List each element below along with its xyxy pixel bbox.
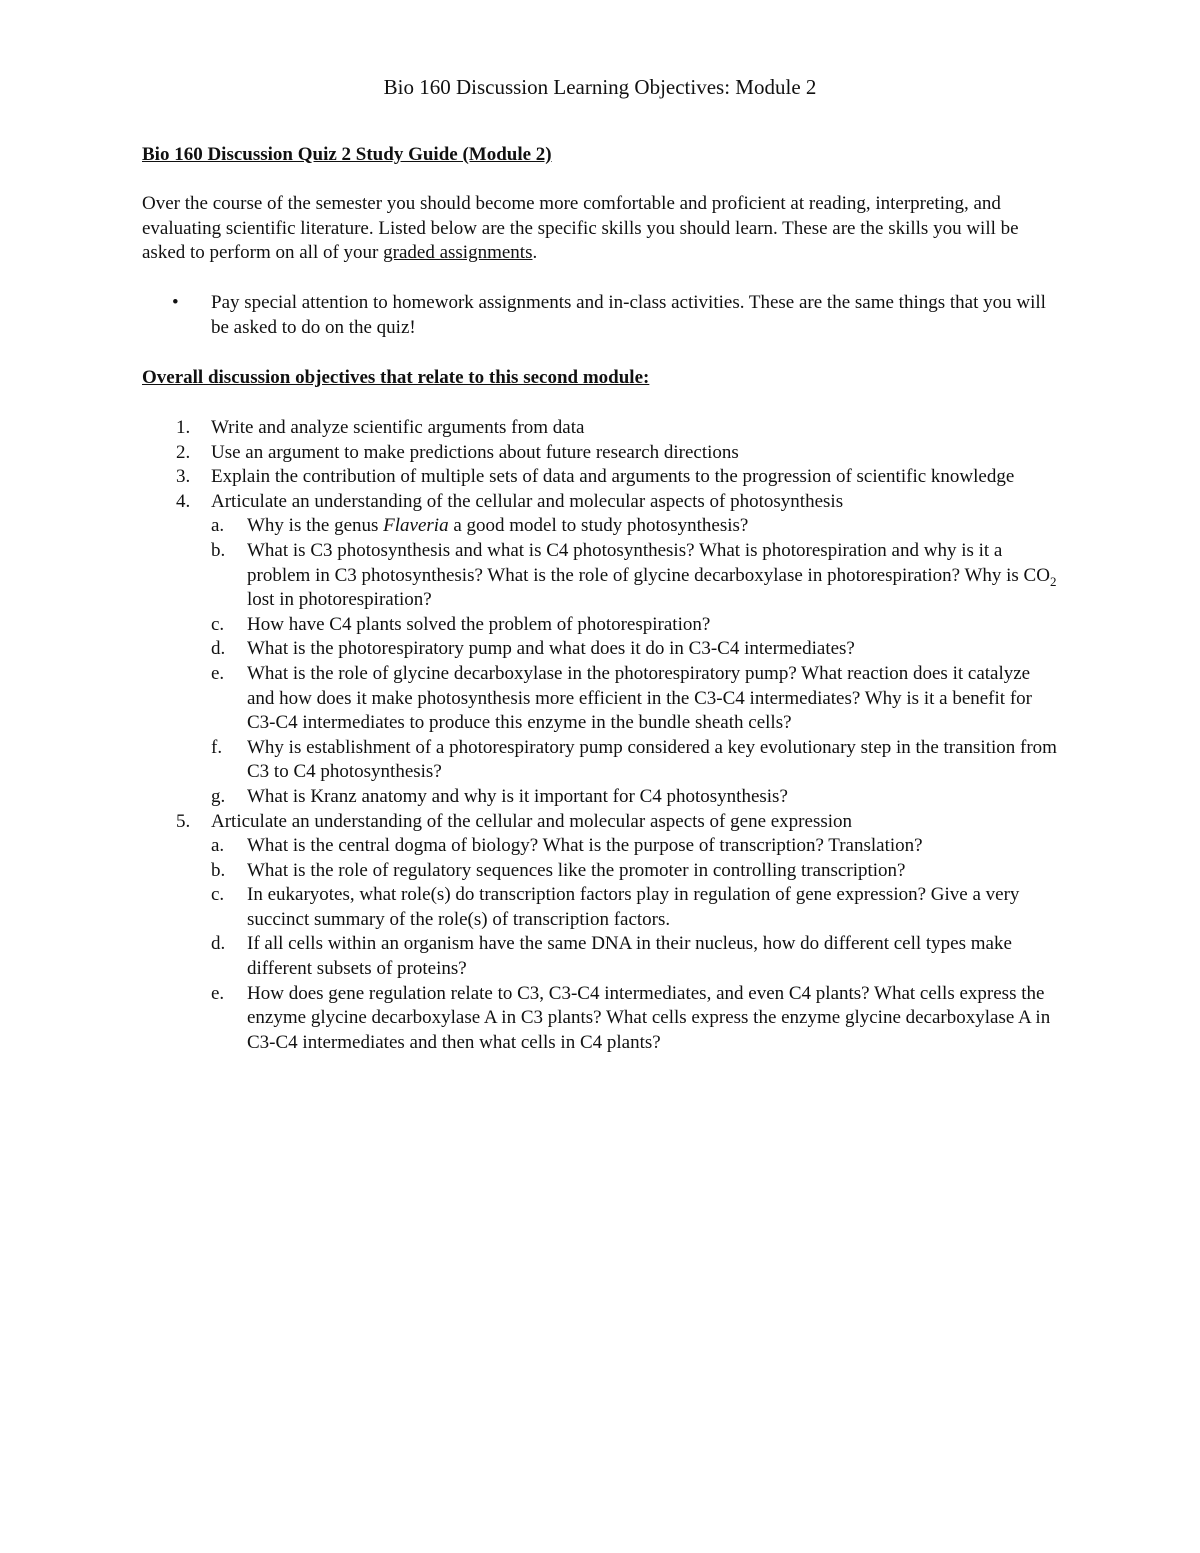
objective-item <box>142 490 1062 515</box>
objective-number: 5. <box>176 810 191 832</box>
objective-item <box>142 441 1062 466</box>
intro-text: Over the course of the semester you should become more comfortable and proficient at reading, interpreting, and evaluating scientific literature. Listed below are the specific skills you should learn. These are the skills you will be asked to perform on all of your <box>142 193 1019 264</box>
objective-number: 2. <box>176 441 191 463</box>
sub-question-letter: g. <box>211 785 226 807</box>
objective-item <box>142 810 1062 835</box>
objective-number: 1. <box>176 417 191 438</box>
sub-question-letter: e. <box>211 982 225 1004</box>
sub-question-letter: e. <box>211 662 225 684</box>
sub-question-letter: d. <box>211 933 226 955</box>
sub-question-text: Why is establishment of a photorespiratory pump considered a key evolutionary step in the transition from C3 to C4 photosynthesis? <box>247 736 1057 783</box>
objective-text: Write and analyze scientific arguments from data <box>211 417 585 438</box>
subscript-2: 2 <box>1049 573 1057 589</box>
sub-question <box>142 736 1062 785</box>
bullet-item <box>142 291 1062 340</box>
sub-question-letter: a. <box>211 515 225 537</box>
objective-item <box>142 416 1062 441</box>
sub-question-text: What is Kranz anatomy and why is it important for C4 photosynthesis? <box>247 785 788 807</box>
sub-question-text: What is the role of glycine decarboxylase in the photorespiratory pump? What reaction does it catalyze and how does it make photosynthesis more efficient in the C3-C4 intermediates? Why is it a benefit for C3-C4 intermediates to produce this enzyme in the bundle sheath cells? <box>247 662 1032 734</box>
sub-question-text-part: Why is the genus <box>247 515 384 537</box>
document-title: Bio 160 Discussion Learning Objectives: Module 2 <box>383 75 817 99</box>
sub-question-letter: b. <box>211 539 226 561</box>
sub-question <box>142 982 1062 1056</box>
objective-item <box>142 465 1062 490</box>
bullet-icon: • <box>172 292 179 313</box>
objective-number: 3. <box>176 466 191 488</box>
sub-question-letter: d. <box>211 638 226 660</box>
sub-question <box>142 932 1062 981</box>
graded-assignments-text: graded assignments <box>383 242 533 264</box>
sub-question-text: If all cells within an organism have the same DNA in their nucleus, how do different cell types make different subsets of proteins? <box>247 933 1012 980</box>
intro-paragraph <box>142 192 1022 266</box>
sub-question <box>142 859 1062 884</box>
sub-question-letter: b. <box>211 859 226 881</box>
sub-question-text: What is the central dogma of biology? What is the purpose of transcription? Translation? <box>247 835 923 857</box>
study-guide-heading: Bio 160 Discussion Quiz 2 Study Guide (Module 2) <box>142 144 552 165</box>
sub-question <box>142 662 1062 736</box>
objective-number: 4. <box>176 490 191 512</box>
sub-question <box>142 785 1062 810</box>
bullet-text: Pay special attention to homework assignments and in-class activities. These are the same things that you will be asked to do on the quiz! <box>211 292 1046 338</box>
objectives-list <box>142 416 1062 1055</box>
sub-question-text <box>247 539 1059 613</box>
objective-text: Articulate an understanding of the cellular and molecular aspects of gene expression <box>211 810 853 832</box>
sub-question <box>142 883 1062 932</box>
sub-question-letter: c. <box>211 884 225 906</box>
sub-question-text: In eukaryotes, what role(s) do transcription factors play in regulation of gene expression? Give a very succinct summary of the role(s) of transcription factors. <box>247 884 1020 930</box>
sub-question-text-part: lost in photorespiration? <box>247 589 432 611</box>
sub-question-text <box>247 514 1059 539</box>
sub-question-text-part: What is C3 photosynthesis and what is C4 photosynthesis? What is photorespiration and why is it a problem in C3 photosynthesis? What is the role of glycine decarboxylase in photorespiration? Why is CO <box>247 539 1050 586</box>
sub-question <box>142 834 1062 859</box>
sub-question <box>142 539 1062 613</box>
sub-question-text: What is the role of regulatory sequences like the promoter in controlling transcription? <box>247 859 906 881</box>
sub-question-letter: f. <box>211 736 223 758</box>
objective-text: Use an argument to make predictions about future research directions <box>211 441 739 463</box>
objective-text: Articulate an understanding of the cellular and molecular aspects of photosynthesis <box>211 490 844 512</box>
objectives-heading: Overall discussion objectives that relate to this second module: <box>142 367 650 388</box>
intro-end: . <box>532 242 538 264</box>
sub-question-text: How does gene regulation relate to C3, C3-C4 intermediates, and even C4 plants? What cells express the enzyme glycine decarboxylase A in C3 plants? What cells express the enzyme glycine decarboxylase A in C3-C4 intermediates and then what cells in C4 plants? <box>247 982 1051 1053</box>
sub-question-letter: c. <box>211 613 225 635</box>
sub-question <box>142 613 1062 638</box>
sub-question <box>142 514 1062 539</box>
genus-name: Flaveria <box>383 515 449 537</box>
sub-question-text-part: a good model to study photosynthesis? <box>448 515 749 537</box>
objective-text: Explain the contribution of multiple sets of data and arguments to the progression of scientific knowledge <box>211 466 1015 488</box>
sub-question-letter: a. <box>211 835 225 857</box>
sub-question <box>142 637 1062 662</box>
sub-question-text: What is the photorespiratory pump and what does it do in C3-C4 intermediates? <box>247 638 855 660</box>
sub-question-text: How have C4 plants solved the problem of photorespiration? <box>247 613 711 635</box>
